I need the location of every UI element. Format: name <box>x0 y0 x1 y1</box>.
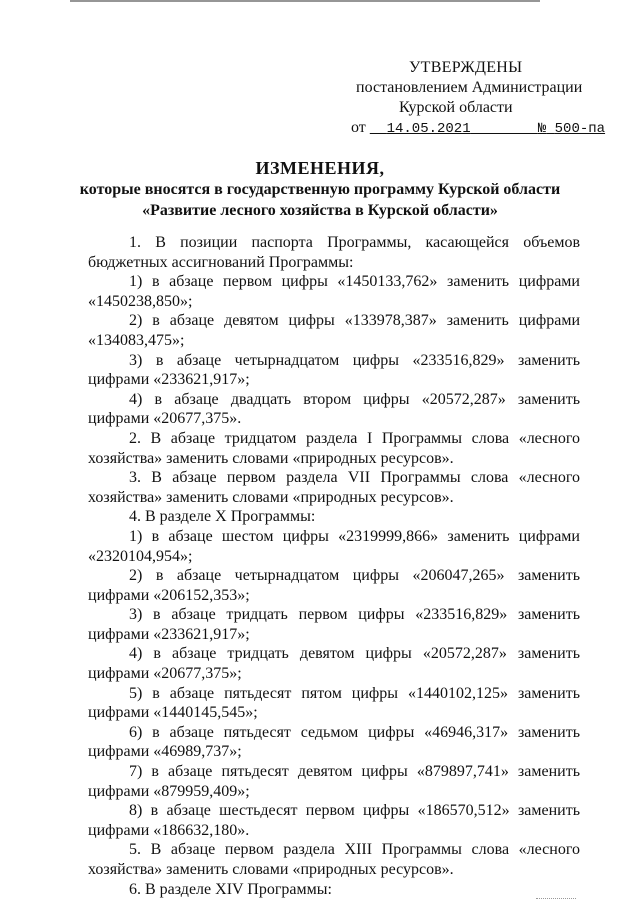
paragraph: 4. В разделе X Программы: <box>129 508 316 526</box>
scan-artifact <box>536 898 576 899</box>
paragraph: 6) в абзаце пятьдесят седьмом цифры «46946,317» заменить цифрами «46989,737»; <box>88 723 580 761</box>
paragraph: 2) в абзаце четырнадцатом цифры «206047,265» заменить цифрами «206152,353»; <box>88 567 580 604</box>
paragraph: 1) в абзаце первом цифры «1450133,762» заменить цифрами «1450238,850»; <box>88 273 580 310</box>
approval-issuer: постановлением Администрации <box>356 79 583 96</box>
paragraph: 3) в абзаце тридцать первом цифры «233516,829» заменить цифрами «233621,917»; <box>88 606 580 643</box>
paragraph: 5. В абзаце первом раздела XIII Программы слова «лесного хозяйства» заменить словами «природных ресурсов». <box>88 841 580 878</box>
approval-number <box>538 121 605 137</box>
title-subtitle: которые вносятся в государственную программу Курской области <box>79 181 561 198</box>
document-body <box>88 233 580 899</box>
paragraph: 1. В позиции паспорта Программы, касающейся объемов бюджетных ассигнований Программы: <box>88 234 580 271</box>
paragraph: 2) в абзаце девятом цифры «133978,387» заменить цифрами «134083,475»; <box>88 312 580 349</box>
document-title <box>60 158 580 221</box>
approval-number-value: 500-па <box>554 121 606 137</box>
approval-stamp-block <box>351 58 606 139</box>
number-prefix: № <box>537 121 547 137</box>
paragraph: 3. В абзаце первом раздела VII Программы слова «лесного хозяйства» заменить словами «природных ресурсов». <box>88 469 580 506</box>
paragraph: 2. В абзаце тридцатом раздела I Программы слова «лесного хозяйства» заменить словами «природных ресурсов». <box>88 429 580 467</box>
title-program-name: «Развитие лесного хозяйства в Курской области» <box>142 202 498 219</box>
title-heading: ИЗМЕНЕНИЯ, <box>255 158 385 178</box>
approval-date-value: 14.05.2021 <box>386 121 471 137</box>
paragraph: 1) в абзаце шестом цифры «2319999,866» заменить цифрами «2320104,954»; <box>88 527 580 565</box>
paragraph: 4) в абзаце двадцать втором цифры «20572,287» заменить цифрами «20677,375». <box>88 390 580 428</box>
date-prefix: от <box>351 119 366 136</box>
approval-region: Курской области <box>399 99 513 116</box>
paragraph: 8) в абзаце шестьдесят первом цифры «186570,512» заменить цифрами «186632,180». <box>88 802 580 839</box>
paragraph: 4) в абзаце тридцать девятом цифры «20572,287» заменить цифрами «20677,375»; <box>88 645 580 683</box>
paragraph: 7) в абзаце пятьдесят девятом цифры «879897,741» заменить цифрами «879959,409»; <box>88 763 580 800</box>
approval-date <box>370 121 538 137</box>
approval-title: УТВЕРЖДЕНЫ <box>409 59 523 76</box>
approval-date-number <box>351 118 606 139</box>
paragraph: 3) в абзаце четырнадцатом цифры «233516,829» заменить цифрами «233621,917»; <box>88 351 580 389</box>
paragraph: 6. В разделе XIV Программы: <box>129 880 332 898</box>
top-scan-line <box>70 0 540 5</box>
paragraph: 5) в абзаце пятьдесят пятом цифры «1440102,125» заменить цифрами «1440145,545»; <box>88 684 580 722</box>
